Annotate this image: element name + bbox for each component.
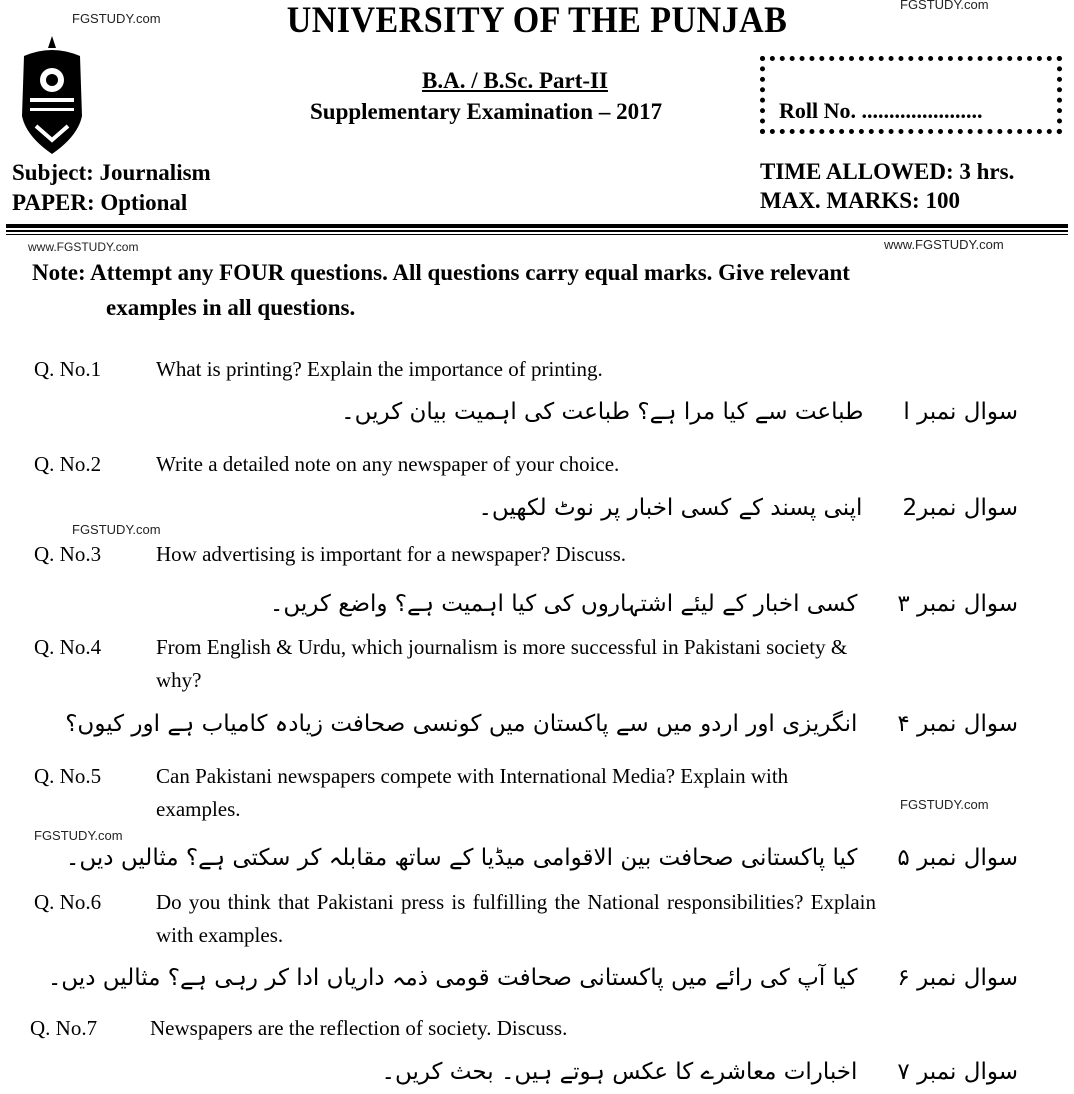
divider — [6, 224, 1068, 228]
question-urdu: انگریزی اور اردو میں سے پاکستان میں کونسی صحافت زیادہ کامیاب ہے اور کیوں؟ — [65, 711, 858, 737]
roll-number-box — [760, 56, 1062, 134]
roll-number-label: Roll No. ...................... — [779, 98, 983, 123]
watermark: FGSTUDY.com — [900, 797, 989, 812]
question-urdu-row — [65, 844, 1018, 872]
watermark: www.FGSTUDY.com — [884, 237, 1004, 252]
divider — [6, 230, 1068, 232]
paper: PAPER: Optional — [12, 190, 188, 215]
question-number: Q. No.3 — [34, 542, 102, 566]
university-title: UNIVERSITY OF THE PUNJAB — [286, 0, 788, 41]
question-text: Do you think that Pakistani press is fulfilling the National responsibilities? Explain with examples. — [156, 890, 876, 947]
question-urdu-row — [200, 494, 1018, 522]
question-urdu-row — [200, 398, 1018, 426]
question-text: What is printing? Explain the importance of printing. — [156, 357, 603, 381]
question-text: Write a detailed note on any newspaper of your choice. — [156, 452, 620, 476]
question-urdu: اپنی پسند کے کسی اخبار پر نوٹ لکھیں۔ — [478, 495, 863, 521]
note-line-1: Note: Attempt any FOUR questions. All questions carry equal marks. Give relevant — [32, 260, 850, 285]
question-urdu-label: سوال نمبر ۷ — [897, 1059, 1018, 1085]
question-number: Q. No.7 — [30, 1016, 98, 1040]
time-allowed: TIME ALLOWED: 3 hrs. — [760, 159, 1015, 184]
question-urdu: کسی اخبار کے لیئے اشتہاروں کی کیا اہمیت ہے؟ واضع کریں۔ — [269, 591, 858, 617]
question-urdu-label: سوال نمبر ۴ — [897, 711, 1018, 737]
question-text: Can Pakistani newspapers compete with International Media? Explain with examples. — [156, 764, 789, 821]
question-urdu-label: سوال نمبر ا — [903, 399, 1018, 425]
program-name: B.A. / B.Sc. Part-II — [422, 68, 608, 93]
subject: Subject: Journalism — [12, 160, 211, 185]
note-line-2: examples in all questions. — [106, 295, 356, 320]
question-urdu-label: سوال نمبر2 — [902, 495, 1018, 521]
question-urdu-label: سوال نمبر ۳ — [897, 591, 1018, 617]
question-urdu-row — [200, 1058, 1018, 1086]
question-urdu-row — [200, 590, 1018, 618]
university-crest-logo — [18, 36, 86, 156]
max-marks: MAX. MARKS: 100 — [760, 188, 960, 213]
question-urdu-label: سوال نمبر ۶ — [897, 965, 1018, 991]
watermark: FGSTUDY.com — [72, 11, 161, 26]
exam-name: Supplementary Examination – 2017 — [310, 99, 663, 124]
divider — [6, 234, 1068, 235]
question-text: Newspapers are the reflection of society. Discuss. — [150, 1016, 568, 1040]
watermark: FGSTUDY.com — [72, 522, 161, 537]
watermark: FGSTUDY.com — [34, 828, 123, 843]
question-urdu: کیا پاکستانی صحافت بین الاقوامی میڈیا کے ساتھ مقابلہ کر سکتی ہے؟ مثالیں دیں۔ — [65, 845, 858, 871]
question-urdu: طباعت سے کیا مرا ہے؟ طباعت کی اہمیت بیان کریں۔ — [341, 399, 864, 425]
question-urdu-row — [47, 964, 1018, 992]
question-urdu-label: سوال نمبر ۵ — [897, 845, 1018, 871]
question-urdu: کیا آپ کی رائے میں پاکستانی صحافت قومی ذمہ داریاں ادا کر رہی ہے؟ مثالیں دیں۔ — [47, 965, 858, 991]
watermark: www.FGSTUDY.com — [28, 240, 139, 254]
question-text: How advertising is important for a newspaper? Discuss. — [156, 542, 627, 566]
question-number: Q. No.2 — [34, 452, 102, 476]
question-number: Q. No.5 — [34, 764, 102, 788]
question-number: Q. No.1 — [34, 357, 102, 381]
watermark: FGSTUDY.com — [900, 0, 989, 12]
question-number: Q. No.6 — [34, 890, 102, 914]
question-text: From English & Urdu, which journalism is more successful in Pakistani society & why? — [156, 635, 848, 692]
question-number: Q. No.4 — [34, 635, 102, 659]
question-urdu: اخبارات معاشرے کا عکس ہوتے ہیں۔ بحث کریں۔ — [381, 1059, 858, 1085]
question-urdu-row — [65, 710, 1018, 738]
